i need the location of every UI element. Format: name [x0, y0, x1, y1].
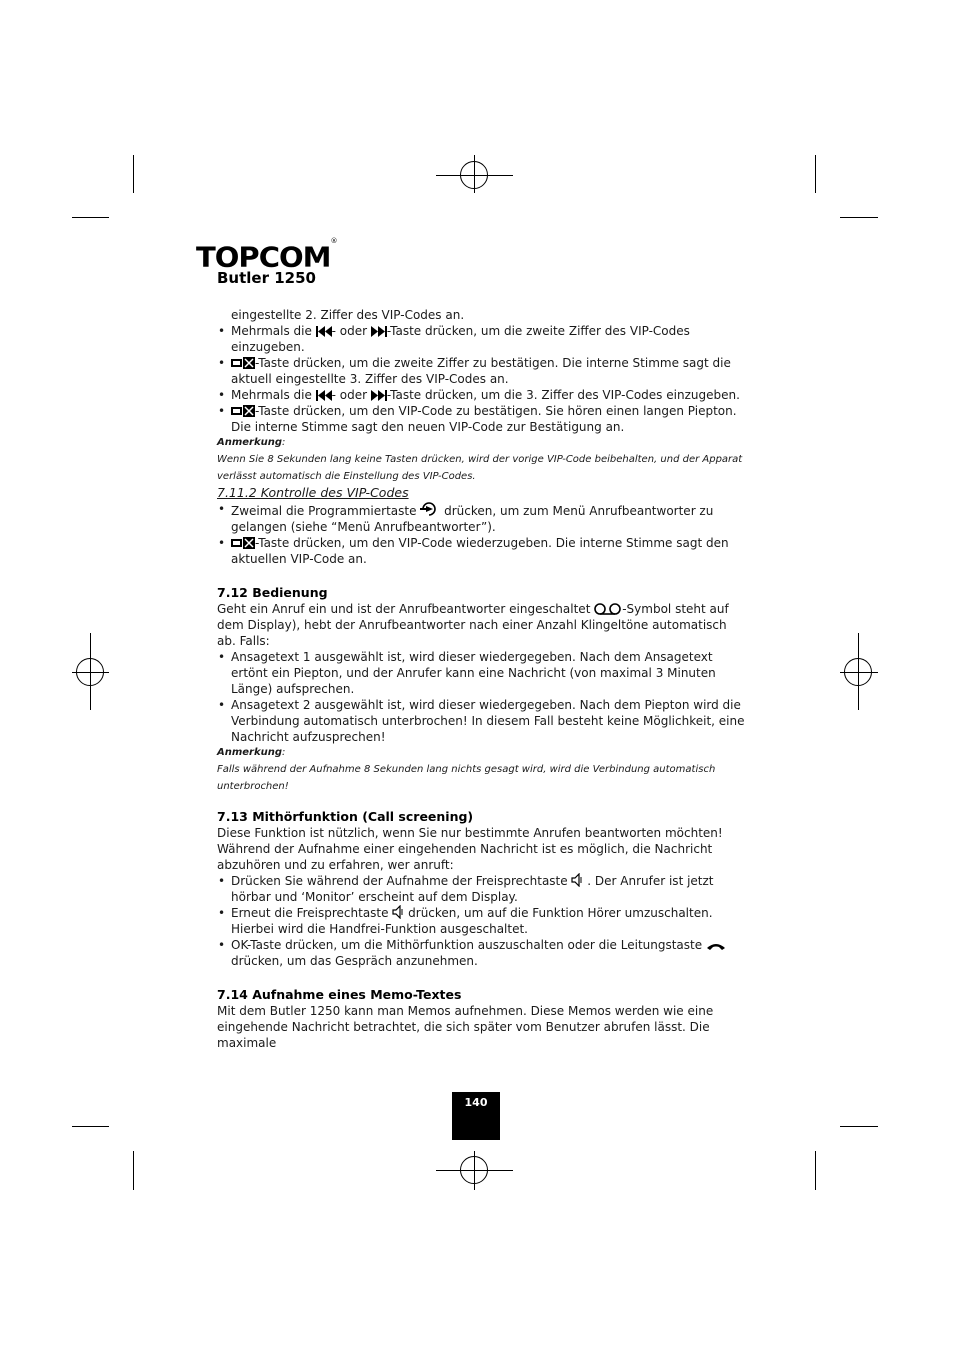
paragraph: eingestellte 2. Ziffer des VIP-Codes an.	[231, 308, 465, 322]
note-label: Anmerkung:	[217, 437, 286, 448]
registration-mark	[460, 161, 488, 189]
page-number: 140	[452, 1092, 500, 1140]
answering-machine-icon	[594, 603, 622, 615]
list-item: • -Taste drücken, um den VIP-Code wiederzugeben. Die interne Stimme sagt den aktuellen VIP-Code an.	[217, 535, 747, 567]
bullet-list	[217, 649, 747, 745]
forward-icon	[371, 326, 387, 337]
list-item: • -Taste drücken, um die zweite Ziffer zu bestätigen. Die interne Stimme sagt die aktuell eingestellte 3. Ziffer des VIP-Codes an.	[217, 355, 747, 387]
list-item: • Drücken Sie während der Aufnahme der Freisprechtaste . Der Anrufer ist jetzt hörbar und ‘Monitor’ erscheint auf dem Display.	[217, 873, 747, 905]
list-item: • -Taste drücken, um den VIP-Code zu bestätigen. Sie hören einen langen Piepton. Die interne Stimme sagt den neuen VIP-Code zur Bestätigung an.	[217, 403, 747, 435]
forward-icon	[371, 390, 387, 401]
rewind-icon	[316, 326, 332, 337]
registration-mark	[844, 658, 872, 686]
list-item: • Mehrmals die - oder -Taste drücken, um die 3. Ziffer des VIP-Codes einzugeben.	[217, 387, 747, 403]
bullet-list	[217, 873, 747, 969]
handset-icon	[706, 941, 726, 951]
list-item: • Ansagetext 2 ausgewählt ist, wird dieser wiedergegeben. Nach dem Piepton wird die Verbindung automatisch unterbrochen! In diesem Fall besteht keine Möglichkeit, eine Nachricht aufzusprechen!	[217, 697, 747, 745]
crop-mark	[815, 1151, 816, 1190]
crop-mark	[840, 1126, 878, 1127]
page-content	[217, 307, 747, 1051]
program-key-icon	[420, 501, 440, 517]
list-item: • Zweimal die Programmiertaste drücken, um zum Menü Anrufbeantworter zu gelangen (siehe “Menü Anrufbeantworter”).	[217, 501, 747, 535]
crop-mark	[840, 217, 878, 218]
list-item: • OK-Taste drücken, um die Mithörfunktion auszuschalten oder die Leitungstaste drücken, um das Gespräch anzunehmen.	[217, 937, 747, 969]
bullet-list	[217, 501, 747, 567]
note-label: Anmerkung:	[217, 747, 286, 758]
note-text: Falls während der Aufnahme 8 Sekunden lang nichts gesagt wird, wird die Verbindung automatisch unterbrochen!	[217, 764, 716, 792]
paragraph: Diese Funktion ist nützlich, wenn Sie nur bestimmte Anrufen beantworten möchten!	[217, 826, 723, 840]
crop-mark	[815, 155, 816, 193]
list-item: • Mehrmals die - oder -Taste drücken, um die zweite Ziffer des VIP-Codes einzugeben.	[217, 323, 747, 355]
crop-mark	[72, 1126, 109, 1127]
paragraph: Geht ein Anruf ein und ist der Anrufbeantworter eingeschaltet -Symbol steht auf dem Display), hebt der Anrufbeantworter nach einer Anzahl Klingeltöne automatisch ab. Falls:	[217, 602, 729, 648]
crop-mark	[133, 1151, 134, 1190]
phonebook-icon	[231, 537, 255, 549]
rewind-icon	[316, 390, 332, 401]
paragraph: Mit dem Butler 1250 kann man Memos aufnehmen. Diese Memos werden wie eine eingehende Nachricht betrachtet, die sich später vom Benutzer abrufen lässt. Die maximale	[217, 1004, 714, 1050]
section-title-7-13: 7.13 Mithörfunktion (Call screening)	[217, 809, 474, 824]
registration-mark	[460, 1156, 488, 1184]
speaker-icon	[571, 873, 583, 887]
phonebook-icon	[231, 405, 255, 417]
list-item: • Ansagetext 1 ausgewählt ist, wird dieser wiedergegeben. Nach dem Ansagetext ertönt ein Piepton, und der Anrufer kann eine Nachricht (von maximal 3 Minuten Länge) aufsprechen.	[217, 649, 747, 697]
section-title-7-11-2: 7.11.2 Kontrolle des VIP-Codes	[217, 485, 409, 500]
bullet-list	[217, 323, 747, 435]
note-text: Wenn Sie 8 Sekunden lang keine Tasten drücken, wird der vorige VIP-Code beibehalten, und der Apparat verlässt automatisch die Einstellung des VIP-Codes.	[217, 454, 743, 482]
section-title-7-12: 7.12 Bedienung	[217, 585, 328, 600]
topcom-logo: TOPCOM®	[196, 237, 338, 274]
list-item: • Erneut die Freisprechtaste drücken, um auf die Funktion Hörer umzuschalten. Hierbei wird die Handfrei-Funktion ausgeschaltet.	[217, 905, 747, 937]
crop-mark	[72, 217, 109, 218]
speaker-icon	[392, 905, 404, 919]
crop-mark	[133, 155, 134, 193]
section-title-7-14: 7.14 Aufnahme eines Memo-Textes	[217, 987, 462, 1002]
registration-mark	[76, 658, 104, 686]
phonebook-icon	[231, 357, 255, 369]
model-name: Butler 1250	[217, 269, 316, 287]
paragraph: Während der Aufnahme einer eingehenden Nachricht ist es möglich, die Nachricht abzuhören und zu erfahren, wer anruft:	[217, 842, 713, 872]
